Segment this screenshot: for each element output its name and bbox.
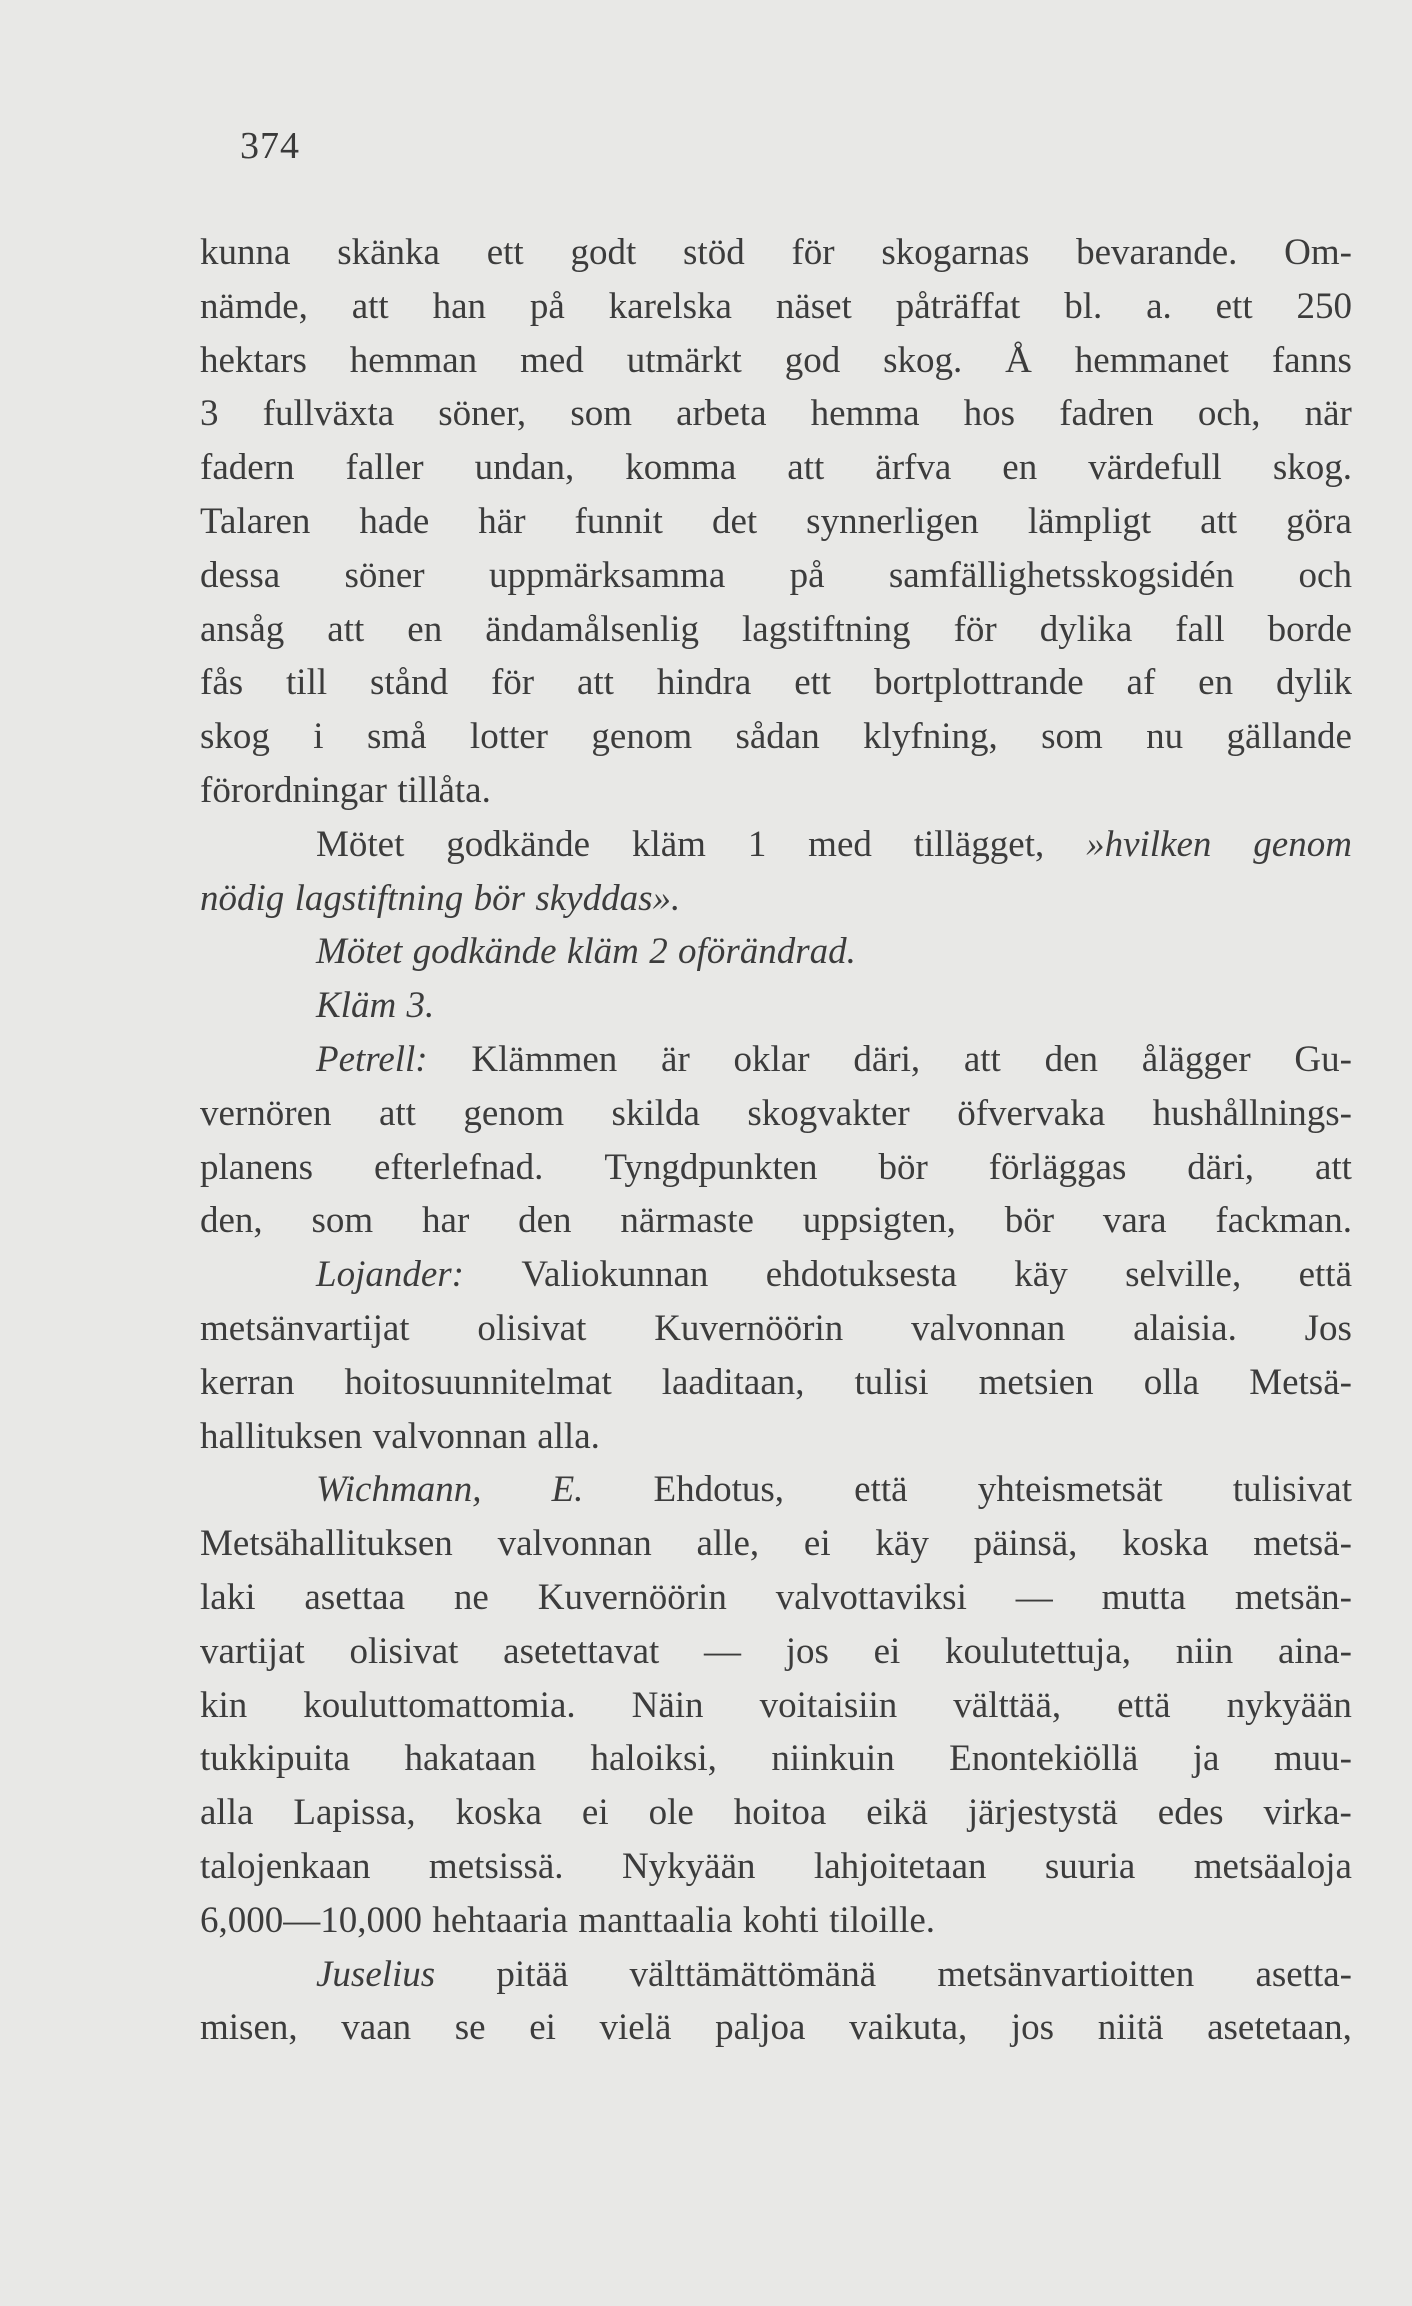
word: selville, [1125,1254,1242,1296]
text-line [200,549,1352,603]
word: nämde, [200,285,308,327]
word: hindra [656,662,752,704]
word: fås [200,662,244,704]
word: — [704,1630,741,1672]
word: har [422,1200,470,1242]
word: och, [1197,393,1261,435]
page-number: 374 [240,125,300,167]
text-line [200,1732,1352,1786]
word: förordningar [200,769,387,811]
text-line [200,387,1352,441]
word: 6,000—10,000 [200,1899,422,1941]
text-line [200,1087,1352,1141]
word: asetetaan, [1207,2007,1352,2049]
word: asetettavat [503,1630,660,1672]
word: undan, [474,447,575,489]
word: skog. [883,339,963,381]
word: kohti [742,1899,819,1941]
word: paljoa [715,2007,806,2049]
word: talojenkaan [200,1845,371,1887]
word: hade [359,500,430,542]
word: däri, [853,1038,921,1080]
word: att [327,608,365,650]
word: dylika [1039,608,1133,650]
italic-word: Juselius [316,1953,436,1995]
word: bör [1004,1200,1055,1242]
word: lagstiftning [742,608,911,650]
italic-word: oförändrad. [678,931,856,973]
italic-word: genom [1253,823,1352,865]
italic-word: E. [551,1469,584,1511]
word: pitää [496,1953,569,1995]
word: yhteismetsät [977,1469,1163,1511]
word: hektars [200,339,307,381]
word: skog [200,716,270,758]
word: asettaa [304,1576,406,1618]
word: alle, [696,1523,760,1565]
word: fadern [200,447,295,489]
italic-word: Wichmann, [316,1469,482,1511]
word: hos [963,393,1016,435]
word: niin [1175,1630,1234,1672]
word: virka- [1263,1792,1352,1834]
word: Metsähallituksen [200,1523,453,1565]
text-line [200,280,1352,334]
word: faller [345,447,424,489]
text-line [200,441,1352,495]
word: Tyngdpunkten [604,1146,818,1188]
word: att [378,1092,416,1134]
text-line [200,1786,1352,1840]
italic-word: Kläm [316,985,397,1027]
word: Kuvernöörin [654,1307,844,1349]
text-line [200,1302,1352,1356]
word: gällande [1226,716,1352,758]
word: Ehdotus, [653,1469,785,1511]
word: ålägger [1141,1038,1251,1080]
word: 1 [747,823,767,865]
word: tulisivat [1232,1469,1352,1511]
text-line [200,710,1352,764]
word: ett [486,232,524,273]
word: vernören [200,1092,332,1134]
word: den [518,1200,572,1242]
word: den, [200,1200,263,1242]
word: borde [1267,608,1352,650]
word: dylik [1275,662,1352,704]
word: laaditaan, [661,1361,805,1403]
word: söner, [438,393,527,435]
word: som [570,393,632,435]
word: att [787,447,825,489]
word: närmaste [620,1200,754,1242]
text-line [200,495,1352,549]
word: synnerligen [806,500,979,542]
word: edes [1157,1792,1224,1834]
italic-word: lagstiftning [294,877,464,919]
word: alla [200,1792,254,1834]
word: planens [200,1146,314,1188]
word: koska [1122,1523,1209,1565]
word: alaisia. [1133,1307,1237,1349]
word: hemma [810,393,920,435]
text-line [200,979,1352,1033]
word: lahjoitetaan [813,1845,987,1887]
word: niinkuin [771,1738,895,1780]
italic-word: Lojander: [316,1254,464,1296]
word: lotter [469,716,549,758]
word: 250 [1296,285,1352,327]
word: 3 [200,393,219,435]
word: hakataan [404,1738,536,1780]
word: haloiksi, [590,1738,717,1780]
text-line [200,1356,1352,1410]
word: att [963,1038,1001,1080]
text-line [200,1840,1352,1894]
word: för [490,662,535,704]
word: vara [1102,1200,1167,1242]
word: olisivat [349,1630,459,1672]
word: Mötet [316,823,405,865]
word: för [791,232,835,273]
text-line [200,1517,1352,1571]
word: ärfva [875,447,952,489]
word: bör [878,1146,928,1188]
word: genom [463,1092,565,1134]
italic-word: kläm [566,931,639,973]
word: förläggas [988,1146,1127,1188]
text-line [200,1463,1352,1517]
word: som [311,1200,374,1242]
word: ei [803,1523,831,1565]
word: bortplottrande [874,662,1084,704]
word: metsien [978,1361,1094,1403]
text-line [200,334,1352,388]
word: välttämättömänä [629,1953,877,1995]
word: Talaren [200,500,311,542]
word: Lapissa, [293,1792,416,1834]
word: vartijat [200,1630,305,1672]
word: tillägget, [913,823,1045,865]
word: että [1298,1254,1352,1296]
word: ei [873,1630,901,1672]
word: käy [875,1523,929,1565]
word: ehdotuksesta [765,1254,957,1296]
word: god [784,339,841,381]
word: små [366,716,427,758]
word: metsänvartijat [200,1307,410,1349]
word: Valiokunnan [521,1254,709,1296]
word: en [1002,447,1038,489]
word: suuria [1044,1845,1136,1887]
word: med [808,823,872,865]
text-line [200,1033,1352,1087]
word: som [1041,716,1103,758]
word: tulisi [854,1361,929,1403]
word: misen, [200,2007,298,2049]
italic-word: Petrell: [316,1038,428,1080]
word: — [1015,1576,1053,1618]
word: däri, [1187,1146,1255,1188]
word: muu- [1273,1738,1352,1780]
text-line [200,1571,1352,1625]
word: ne [453,1576,489,1618]
word: valvonnan [497,1523,652,1565]
word: på [529,285,565,327]
word: käy [1014,1254,1068,1296]
word: är [661,1038,690,1080]
text-line [200,226,1352,280]
word: skog. [1272,447,1352,489]
italic-word: 2 [649,931,668,973]
word: karelska [608,285,732,327]
word: här [478,500,526,542]
word: jos [785,1630,829,1672]
word: han [432,285,487,327]
text-line [200,1410,1352,1464]
word: ansåg [200,608,285,650]
text-line [200,2001,1352,2055]
word: uppsigten, [802,1200,956,1242]
word: utmärkt [626,339,742,381]
word: Kuvernöörin [537,1576,727,1618]
word: komma [625,447,737,489]
word: Jos [1304,1307,1352,1349]
italic-word: »hvilken [1086,823,1212,865]
word: vielä [599,2007,672,2049]
word: Gu- [1294,1038,1352,1080]
body-text [200,226,1352,2055]
word: söner [344,554,425,596]
word: näset [775,285,852,327]
word: tiloille. [829,1899,936,1941]
word: dessa [200,554,281,596]
word: arbeta [676,393,767,435]
word: i [313,716,324,758]
word: skogvakter [747,1092,910,1134]
word: genom [591,716,693,758]
word: med [520,339,584,381]
text-line [200,1248,1352,1302]
word: på [789,554,825,596]
word: Enontekiöllä [949,1738,1139,1780]
italic-word: skyddas». [535,877,681,919]
text-line [200,1141,1352,1195]
word: stånd [370,662,449,704]
word: ett [1215,285,1253,327]
italic-word: Mötet [316,931,403,973]
word: påträffat [895,285,1021,327]
word: hushållnings- [1152,1092,1352,1134]
word: nu [1146,716,1184,758]
word: fackman. [1215,1200,1352,1242]
word: att [576,662,614,704]
word: manttaalia [578,1899,733,1941]
word: laki [200,1576,256,1618]
word: oklar [733,1038,810,1080]
word: kerran [200,1361,295,1403]
word: ei [581,1792,609,1834]
word: metsissä. [428,1845,564,1887]
word: metsäaloja [1193,1845,1352,1887]
word: att [1200,500,1238,542]
word: nykyään [1226,1684,1352,1726]
word: hoitosuunnitelmat [344,1361,612,1403]
word: Metsä- [1249,1361,1352,1403]
word: valvottaviksi [775,1576,967,1618]
word: se [454,2007,486,2049]
word: koulutettuja, [945,1630,1131,1672]
word: när [1304,393,1352,435]
word: metsä- [1253,1523,1352,1565]
text-line [200,1679,1352,1733]
word: a. [1146,285,1172,327]
word: det [711,500,758,542]
word: öfvervaka [957,1092,1106,1134]
word: olisivat [477,1307,587,1349]
word: att [1314,1146,1352,1188]
word: ja [1192,1738,1220,1780]
word: ole [648,1792,694,1834]
word: järjestystä [967,1792,1118,1834]
italic-word: godkände [412,931,557,973]
word: sådan [735,716,820,758]
word: samfällighetsskogsidén [888,554,1235,596]
word: ändamålsenlig [485,608,699,650]
word: kin [200,1684,248,1726]
word: stöd [683,232,745,273]
text-line [200,1894,1352,1948]
word: Å [1005,339,1032,381]
italic-word: 3. [406,985,435,1027]
word: fall [1175,608,1225,650]
word: Klämmen [471,1038,618,1080]
word: kunna [200,232,291,273]
word: välttää, [953,1684,1062,1726]
word: hoitoa [733,1792,827,1834]
word: päinsä, [973,1523,1078,1565]
word: Näin [631,1684,704,1726]
word: hemmanet [1074,339,1229,381]
word: värdefull [1088,447,1222,489]
word: kouluttomattomia. [303,1684,576,1726]
text-line [200,603,1352,657]
word: Om- [1284,232,1352,273]
word: fadren [1059,393,1154,435]
word: olla [1143,1361,1200,1403]
word: godkände [446,823,591,865]
word: kläm [631,823,706,865]
word: ett [794,662,832,704]
word: koska [455,1792,542,1834]
text-line [200,1194,1352,1248]
word: valvonnan [911,1307,1066,1349]
word: että [854,1469,908,1511]
word: jos [1010,2007,1055,2049]
word: metsän- [1234,1576,1352,1618]
word: aina- [1277,1630,1352,1672]
word: voitaisiin [759,1684,898,1726]
word: göra [1286,500,1352,542]
word: klyfning, [863,716,998,758]
text-line [200,818,1352,872]
word: alla. [537,1415,600,1457]
word: tillåta. [397,769,491,811]
text-line [200,1625,1352,1679]
word: hehtaaria [432,1899,568,1941]
word: eikä [866,1792,928,1834]
word: metsänvartioitten [937,1953,1195,1995]
word: bl. [1064,285,1103,327]
word: fullväxta [262,393,395,435]
word: efterlefnad. [373,1146,544,1188]
text-line [200,925,1352,979]
text-line [200,1948,1352,2002]
word: valvonnan [372,1415,527,1457]
word: skänka [337,232,440,273]
word: bevarande. [1076,232,1238,273]
word: skilda [611,1092,700,1134]
word: fanns [1271,339,1352,381]
word: och [1298,554,1352,596]
italic-word: nödig [200,877,285,919]
word: funnit [574,500,663,542]
word: en [407,608,443,650]
word: lämpligt [1027,500,1152,542]
word: niitä [1097,2007,1164,2049]
italic-word: bör [473,877,525,919]
word: Nykyään [621,1845,756,1887]
word: att [351,285,389,327]
word: ei [529,2007,556,2049]
word: en [1198,662,1234,704]
word: että [1117,1684,1171,1726]
word: skogarnas [881,232,1030,273]
word: hemman [349,339,478,381]
word: af [1126,662,1156,704]
word: vaan [341,2007,412,2049]
word: godt [570,232,637,273]
word: hallituksen [200,1415,363,1457]
word: mutta [1101,1576,1186,1618]
text-line [200,656,1352,710]
word: den [1044,1038,1099,1080]
word: vaikuta, [849,2007,968,2049]
text-line [200,764,1352,818]
word: asetta- [1255,1953,1352,1995]
word: uppmärksamma [488,554,726,596]
text-line [200,872,1352,926]
word: till [286,662,328,704]
word: för [953,608,997,650]
word: tukkipuita [200,1738,351,1780]
